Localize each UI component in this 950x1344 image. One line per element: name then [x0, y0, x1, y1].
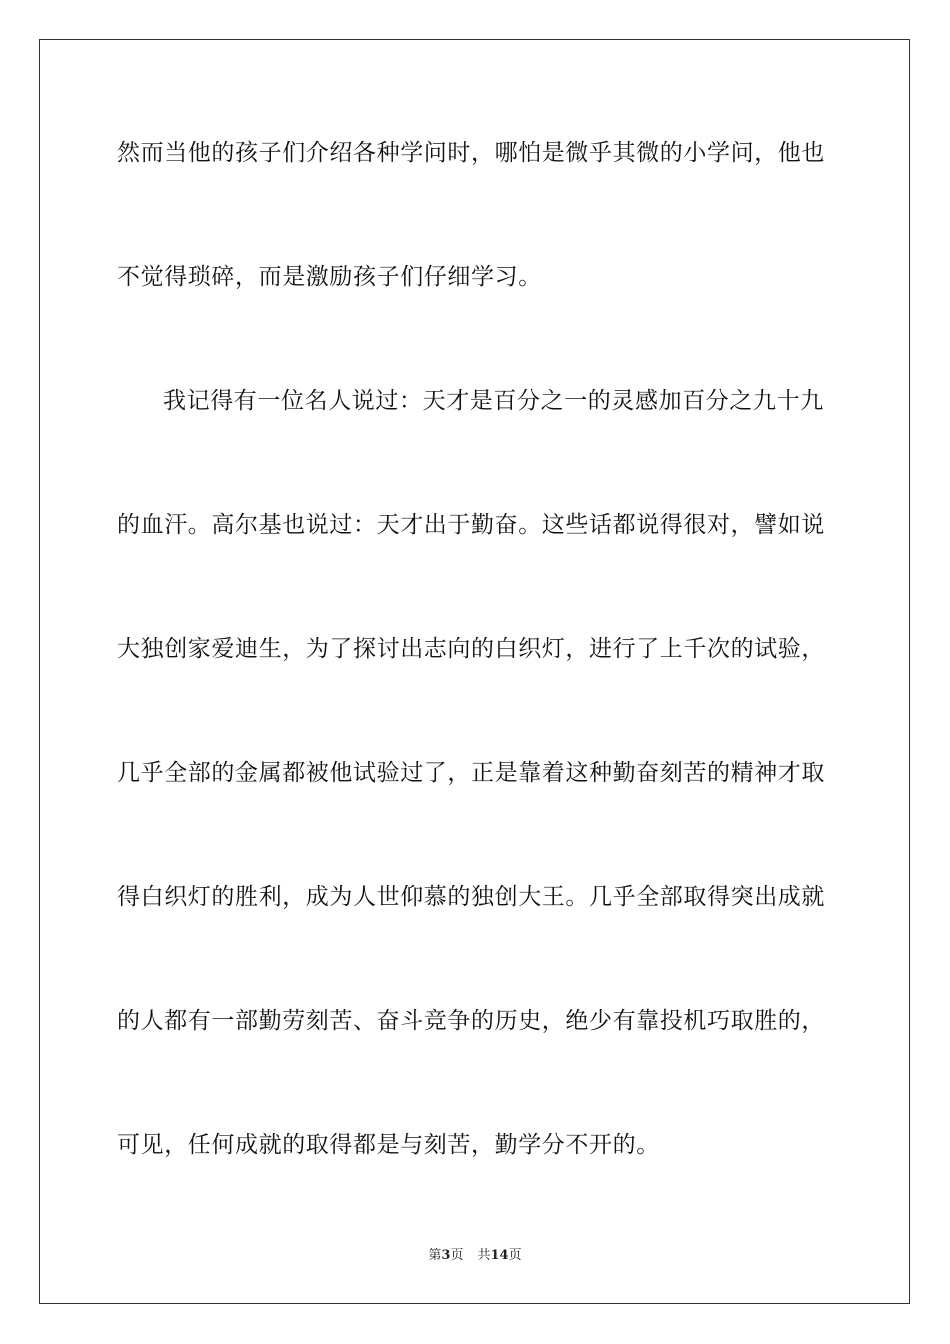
- text-line: 的人都有一部勤劳刻苦、奋斗竞争的历史，绝少有靠投机巧取胜的，: [117, 1008, 825, 1034]
- text-line: 不觉得琐碎，而是激励孩子们仔细学习。: [117, 264, 542, 290]
- total-pages: 14: [490, 1248, 509, 1263]
- text-line: 几乎全部的金属都被他试验过了，正是靠着这种勤奋刻苦的精神才取: [117, 760, 825, 786]
- page-suffix: 页: [450, 1248, 464, 1263]
- page-number: 3: [441, 1248, 451, 1263]
- text-line: 然而当他的孩子们介绍各种学问时，哪怕是微乎其微的小学问，他也: [117, 140, 825, 166]
- total-prefix: 共: [477, 1248, 491, 1263]
- text-line: 得白织灯的胜利，成为人世仰慕的独创大王。几乎全部取得突出成就: [117, 884, 825, 910]
- page-prefix: 第: [428, 1248, 442, 1263]
- text-line: 可见，任何成就的取得都是与刻苦，勤学分不开的。: [117, 1132, 660, 1158]
- text-line: 大独创家爱迪生，为了探讨出志向的白织灯，进行了上千次的试验，: [117, 636, 825, 662]
- text-line: 的血汗。高尔基也说过：天才出于勤奋。这些话都说得很对，譬如说: [117, 512, 825, 538]
- page-footer: [0, 1248, 950, 1264]
- page-border: [39, 39, 910, 1304]
- total-suffix: 页: [508, 1248, 522, 1263]
- paragraph-first-line: 我记得有一位名人说过：天才是百分之一的灵感加百分之九十九: [163, 388, 824, 414]
